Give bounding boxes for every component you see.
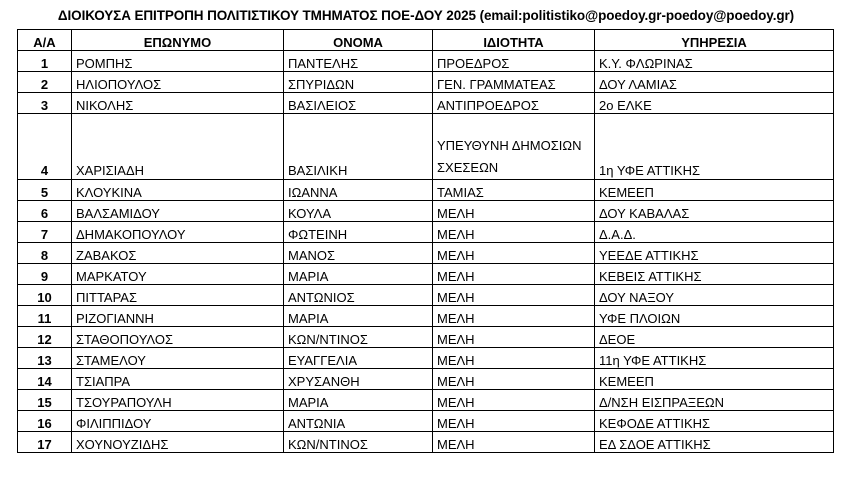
- cell-idiotita: ΜΕΛΗ: [433, 201, 595, 222]
- cell-idiotita: ΠΡΟΕΔΡΟΣ: [433, 51, 595, 72]
- committee-table: [17, 29, 834, 453]
- cell-aa: 1: [18, 51, 72, 72]
- cell-eponymo: ΦΙΛΙΠΠΙΔΟΥ: [72, 411, 284, 432]
- cell-aa: 9: [18, 264, 72, 285]
- cell-onoma: ΒΑΣΙΛΕΙΟΣ: [284, 93, 433, 114]
- cell-aa: 16: [18, 411, 72, 432]
- cell-onoma: ΕΥΑΓΓΕΛΙΑ: [284, 348, 433, 369]
- cell-aa: 15: [18, 390, 72, 411]
- cell-idiotita: ΜΕΛΗ: [433, 327, 595, 348]
- cell-eponymo: ΒΑΛΣΑΜΙΔΟΥ: [72, 201, 284, 222]
- cell-idiotita: ΜΕΛΗ: [433, 390, 595, 411]
- cell-aa: 4: [18, 114, 72, 180]
- cell-idiotita: ΜΕΛΗ: [433, 432, 595, 453]
- cell-onoma: ΚΩΝ/ΝΤΙΝΟΣ: [284, 432, 433, 453]
- table-row: [18, 432, 834, 453]
- cell-ypiresia: 1η ΥΦΕ ΑΤΤΙΚΗΣ: [595, 114, 834, 180]
- cell-onoma: ΜΑΡΙΑ: [284, 264, 433, 285]
- cell-eponymo: ΡΙΖΟΓΙΑΝΝΗ: [72, 306, 284, 327]
- table-header-row: [18, 30, 834, 51]
- cell-aa: 6: [18, 201, 72, 222]
- table-row: [18, 285, 834, 306]
- cell-onoma: ΙΩΑΝΝΑ: [284, 180, 433, 201]
- cell-eponymo: ΠΙΤΤΑΡΑΣ: [72, 285, 284, 306]
- column-header-onoma: ΟΝΟΜΑ: [284, 30, 433, 51]
- table-row: [18, 93, 834, 114]
- cell-eponymo: ΗΛΙΟΠΟΥΛΟΣ: [72, 72, 284, 93]
- cell-eponymo: ΡΟΜΠΗΣ: [72, 51, 284, 72]
- cell-ypiresia: Κ.Υ. ΦΛΩΡΙΝΑΣ: [595, 51, 834, 72]
- cell-ypiresia: ΕΔ ΣΔΟΕ ΑΤΤΙΚΗΣ: [595, 432, 834, 453]
- column-header-idiotita: ΙΔΙΟΤΗΤΑ: [433, 30, 595, 51]
- cell-ypiresia: Δ.Α.Δ.: [595, 222, 834, 243]
- cell-eponymo: ΣΤΑΘΟΠΟΥΛΟΣ: [72, 327, 284, 348]
- cell-eponymo: ΤΣΟΥΡΑΠΟΥΛΗ: [72, 390, 284, 411]
- cell-aa: 3: [18, 93, 72, 114]
- table-row: [18, 201, 834, 222]
- cell-aa: 14: [18, 369, 72, 390]
- cell-ypiresia: ΚΕΒΕΙΣ ΑΤΤΙΚΗΣ: [595, 264, 834, 285]
- cell-aa: 11: [18, 306, 72, 327]
- cell-aa: 5: [18, 180, 72, 201]
- table-body: [18, 51, 834, 453]
- cell-idiotita: ΓΕΝ. ΓΡΑΜΜΑΤΕΑΣ: [433, 72, 595, 93]
- table-row: [18, 51, 834, 72]
- cell-onoma: ΜΑΡΙΑ: [284, 306, 433, 327]
- cell-onoma: ΦΩΤΕΙΝΗ: [284, 222, 433, 243]
- cell-onoma: ΑΝΤΩΝΙΟΣ: [284, 285, 433, 306]
- cell-idiotita: ΤΑΜΙΑΣ: [433, 180, 595, 201]
- cell-ypiresia: ΚΕΜΕΕΠ: [595, 180, 834, 201]
- column-header-ypiresia: ΥΠΗΡΕΣΙΑ: [595, 30, 834, 51]
- cell-onoma: ΜΑΝΟΣ: [284, 243, 433, 264]
- cell-eponymo: ΣΤΑΜΕΛΟΥ: [72, 348, 284, 369]
- cell-onoma: ΑΝΤΩΝΙΑ: [284, 411, 433, 432]
- column-header-aa: Α/Α: [18, 30, 72, 51]
- cell-aa: 10: [18, 285, 72, 306]
- table-row: [18, 264, 834, 285]
- cell-ypiresia: 11η ΥΦΕ ΑΤΤΙΚΗΣ: [595, 348, 834, 369]
- cell-ypiresia: ΥΦΕ ΠΛΟΙΩΝ: [595, 306, 834, 327]
- table-row: [18, 327, 834, 348]
- table-row: [18, 369, 834, 390]
- cell-ypiresia: ΔΟΥ ΚΑΒΑΛΑΣ: [595, 201, 834, 222]
- cell-onoma: ΒΑΣΙΛΙΚΗ: [284, 114, 433, 180]
- cell-eponymo: ΜΑΡΚΑΤΟΥ: [72, 264, 284, 285]
- cell-ypiresia: 2ο ΕΛΚΕ: [595, 93, 834, 114]
- cell-ypiresia: ΔΟΥ ΛΑΜΙΑΣ: [595, 72, 834, 93]
- table-row: [18, 180, 834, 201]
- cell-eponymo: ΚΛΟΥΚΙΝΑ: [72, 180, 284, 201]
- table-row: [18, 243, 834, 264]
- cell-onoma: ΚΟΥΛΑ: [284, 201, 433, 222]
- cell-ypiresia: ΥΕΕΔΕ ΑΤΤΙΚΗΣ: [595, 243, 834, 264]
- cell-aa: 8: [18, 243, 72, 264]
- cell-aa: 17: [18, 432, 72, 453]
- table-row: [18, 348, 834, 369]
- cell-ypiresia: ΚΕΦΟΔΕ ΑΤΤΙΚΗΣ: [595, 411, 834, 432]
- cell-idiotita: ΜΕΛΗ: [433, 306, 595, 327]
- cell-aa: 7: [18, 222, 72, 243]
- cell-idiotita: ΜΕΛΗ: [433, 264, 595, 285]
- table-row: [18, 411, 834, 432]
- cell-eponymo: ΔΗΜΑΚΟΠΟΥΛΟΥ: [72, 222, 284, 243]
- table-row: [18, 222, 834, 243]
- cell-onoma: ΜΑΡΙΑ: [284, 390, 433, 411]
- cell-eponymo: ΖΑΒΑΚΟΣ: [72, 243, 284, 264]
- cell-onoma: ΧΡΥΣΑΝΘΗ: [284, 369, 433, 390]
- cell-ypiresia: ΚΕΜΕΕΠ: [595, 369, 834, 390]
- cell-ypiresia: Δ/ΝΣΗ ΕΙΣΠΡΑΞΕΩΝ: [595, 390, 834, 411]
- cell-idiotita: ΜΕΛΗ: [433, 411, 595, 432]
- cell-aa: 12: [18, 327, 72, 348]
- cell-idiotita: ΑΝΤΙΠΡΟΕΔΡΟΣ: [433, 93, 595, 114]
- cell-onoma: ΚΩΝ/ΝΤΙΝΟΣ: [284, 327, 433, 348]
- cell-idiotita: ΜΕΛΗ: [433, 369, 595, 390]
- cell-idiotita: ΜΕΛΗ: [433, 243, 595, 264]
- cell-eponymo: ΧΟΥΝΟΥΖΙΔΗΣ: [72, 432, 284, 453]
- table-row: [18, 114, 834, 180]
- table-row: [18, 306, 834, 327]
- cell-aa: 13: [18, 348, 72, 369]
- table-row: [18, 390, 834, 411]
- cell-idiotita: ΜΕΛΗ: [433, 348, 595, 369]
- cell-idiotita: ΥΠΕΥΘΥΝΗ ΔΗΜΟΣΙΩΝ ΣΧΕΣΕΩΝ: [433, 114, 595, 180]
- page-title: ΔΙΟΙΚΟΥΣΑ ΕΠΙΤΡΟΠΗ ΠΟΛΙΤΙΣΤΙΚΟΥ ΤΜΗΜΑΤΟΣ ΠΟΕ-ΔΟΥ 2025 (email:politistiko@poedoy.gr-poedoy@poedoy.gr): [57, 8, 795, 23]
- cell-onoma: ΠΑΝΤΕΛΗΣ: [284, 51, 433, 72]
- cell-eponymo: ΤΣΙΑΠΡΑ: [72, 369, 284, 390]
- cell-ypiresia: ΔΟΥ ΝΑΞΟΥ: [595, 285, 834, 306]
- cell-idiotita: ΜΕΛΗ: [433, 285, 595, 306]
- cell-aa: 2: [18, 72, 72, 93]
- table-row: [18, 72, 834, 93]
- cell-onoma: ΣΠΥΡΙΔΩΝ: [284, 72, 433, 93]
- cell-eponymo: ΧΑΡΙΣΙΑΔΗ: [72, 114, 284, 180]
- cell-ypiresia: ΔΕΟΕ: [595, 327, 834, 348]
- cell-eponymo: ΝΙΚΟΛΗΣ: [72, 93, 284, 114]
- cell-idiotita: ΜΕΛΗ: [433, 222, 595, 243]
- column-header-eponymo: ΕΠΩΝΥΜΟ: [72, 30, 284, 51]
